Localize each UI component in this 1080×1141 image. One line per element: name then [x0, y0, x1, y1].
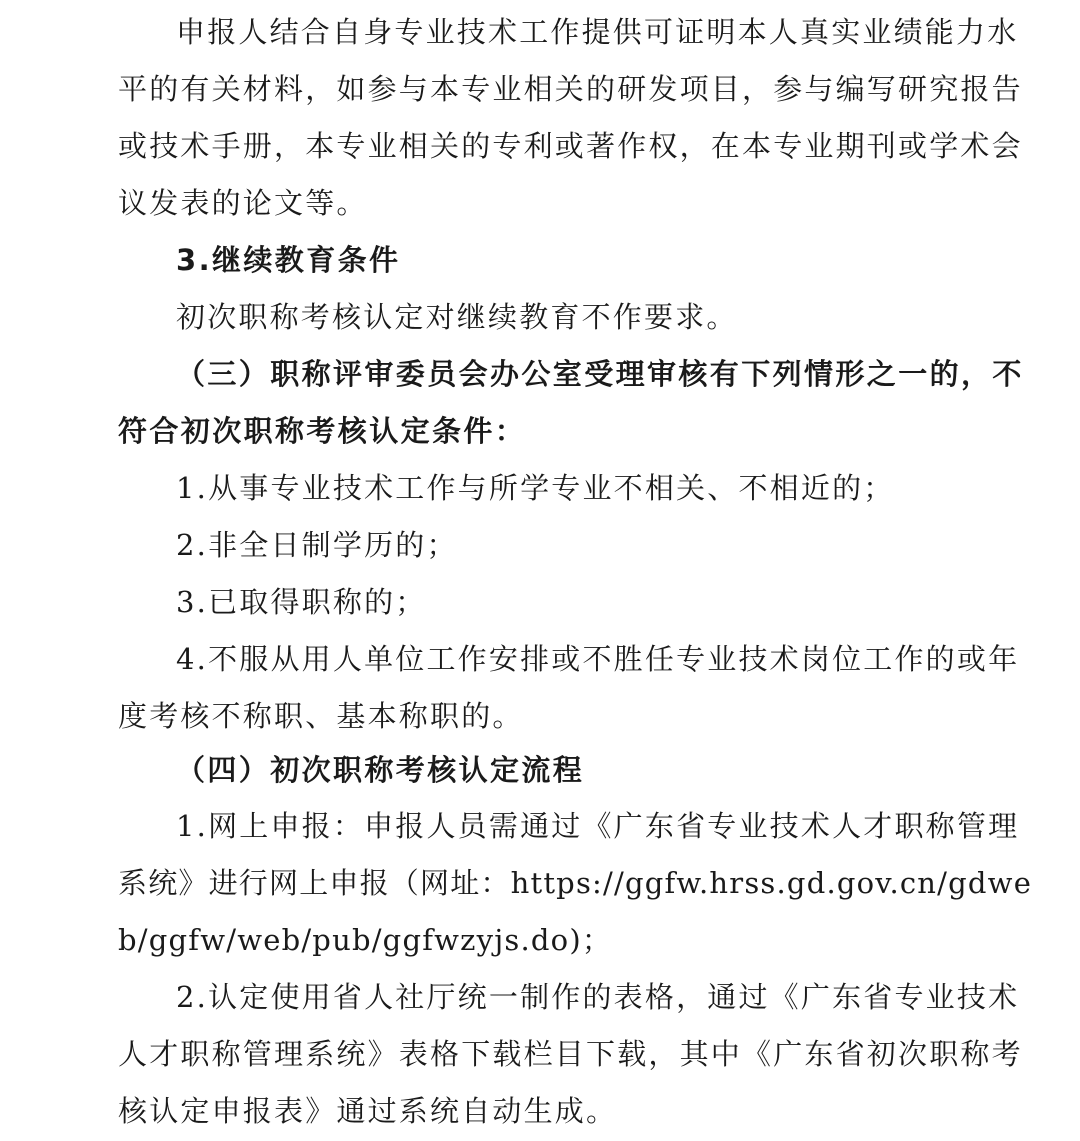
- process-step-1-line-1: 1.网上申报：申报人员需通过《广东省专业技术人才职称管理: [176, 809, 1020, 843]
- condition-item-1: 1.从事专业技术工作与所学专业不相关、不相近的；: [176, 471, 895, 505]
- process-step-2-line-2: 人才职称管理系统》表格下载栏目下载，其中《广东省初次职称考: [118, 1037, 1023, 1071]
- continuing-education-body: 初次职称考核认定对继续教育不作要求。: [176, 300, 738, 334]
- condition-item-4-line-2: 度考核不称职、基本称职的。: [118, 699, 524, 733]
- condition-item-4-line-1: 4.不服从用人单位工作安排或不胜任专业技术岗位工作的或年: [176, 642, 1020, 676]
- condition-item-3: 3.已取得职称的；: [176, 585, 427, 619]
- continuing-education-heading: 3.继续教育条件: [176, 243, 401, 277]
- intro-paragraph-line-3: 或技术手册，本专业相关的专利或著作权，在本专业期刊或学术会: [118, 129, 1023, 163]
- process-step-1-line-3: b/ggfw/web/pub/ggfwzyjs.do)；: [118, 923, 613, 957]
- section-four-heading: （四）初次职称考核认定流程: [176, 753, 585, 787]
- intro-paragraph-line-4: 议发表的论文等。: [118, 186, 368, 220]
- section-three-heading-line-2: 符合初次职称考核认定条件：: [118, 414, 527, 448]
- process-step-1-line-2: 系统》进行网上申报（网址：https://ggfw.hrss.gd.gov.cn/gdwe: [118, 866, 1033, 900]
- process-step-2-line-1: 2.认定使用省人社厅统一制作的表格，通过《广东省专业技术: [176, 980, 1020, 1014]
- condition-item-2: 2.非全日制学历的；: [176, 528, 458, 562]
- process-step-2-line-3: 核认定申报表》通过系统自动生成。: [118, 1094, 618, 1128]
- intro-paragraph-line-1: 申报人结合自身专业技术工作提供可证明本人真实业绩能力水: [176, 15, 1019, 49]
- intro-paragraph-line-2: 平的有关材料，如参与本专业相关的研发项目，参与编写研究报告: [118, 72, 1023, 106]
- section-three-heading-line-1: （三）职称评审委员会办公室受理审核有下列情形之一的，不: [176, 357, 1024, 391]
